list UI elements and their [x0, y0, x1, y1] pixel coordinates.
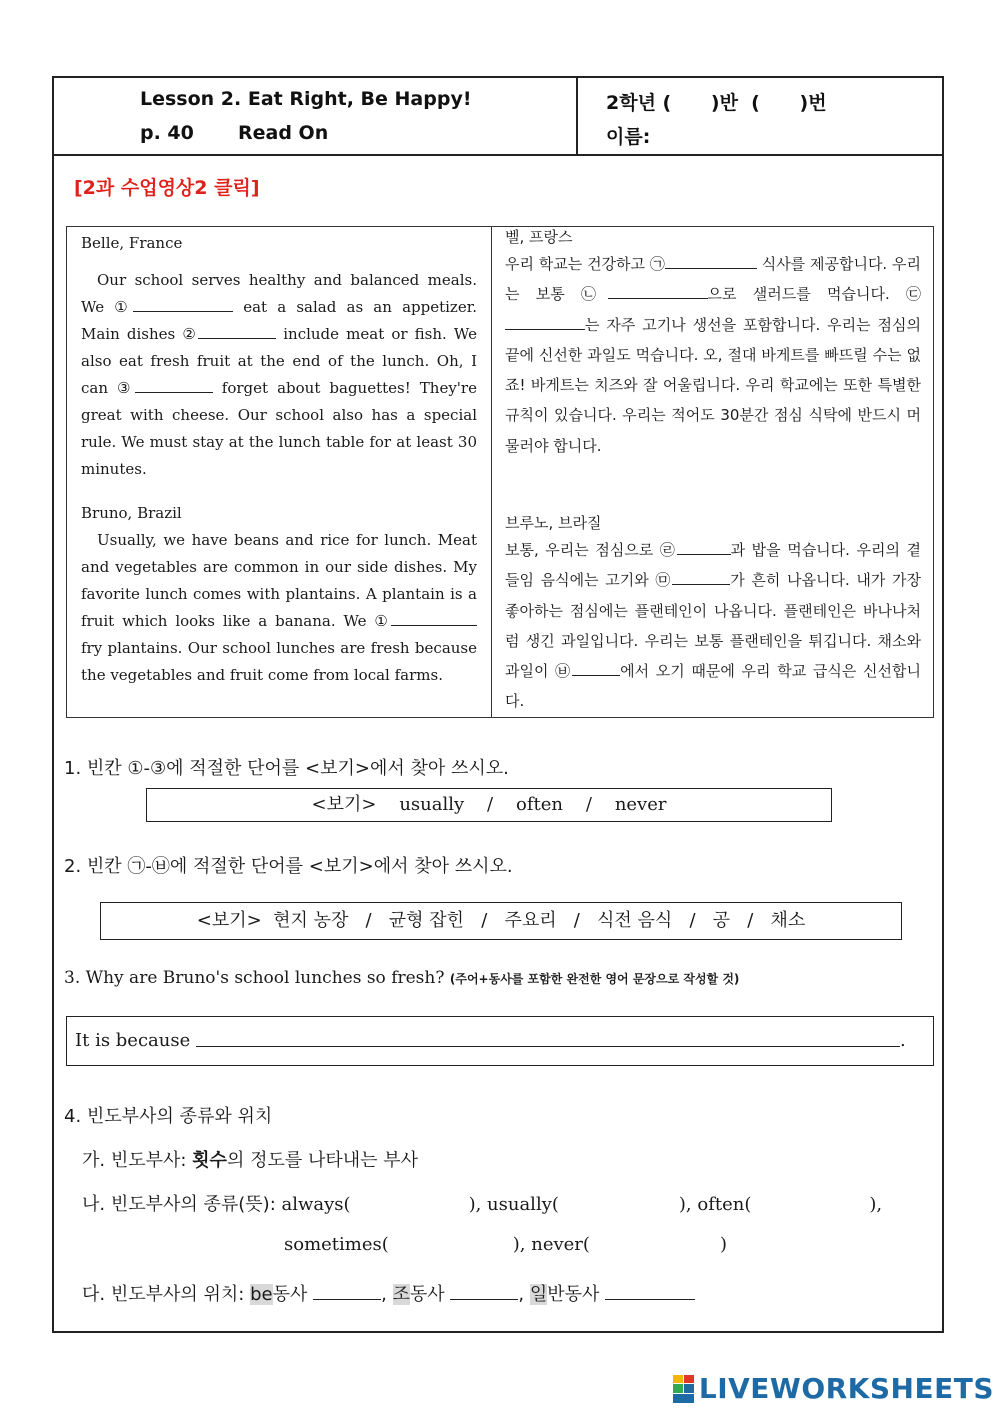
belle-korean-text: 우리 학교는 건강하고 ㉠ 식사를 제공합니다. 우리는 보통 ㉡ 으로 샐러드를 먹습니다. ㉢는 자주 고기나 생선을 포함합니다. 우리는 점심의 끝에 신선한 과일도 먹습니다. 오, 절대 바게트를 빠뜨릴 수는 없죠! 바게트는 치즈와 잘 어울립니다. 우리 학교에는 또한 특별한 규칙이 있습니다. 우리는 적어도 30분간 점심 식탁에 반드시 머물러야 합니다.: [505, 249, 921, 461]
question-3-note: (주어+동사를 포함한 완전한 영어 문장으로 작성할 것): [449, 972, 740, 986]
question-1: 1. 빈칸 ①-③에 적절한 단어를 <보기>에서 찾아 쓰시오.: [64, 758, 509, 779]
question-4-title: 4. 빈도부사의 종류와 위치: [64, 1106, 273, 1127]
word-bank-1: <보기> usually / often / never: [146, 788, 832, 822]
be-highlight: be: [250, 1284, 273, 1305]
korean-belle-passage: [505, 225, 921, 461]
liveworksheets-mark-icon: [673, 1375, 695, 1403]
worksheet-frame: [52, 76, 944, 1333]
reading-passages: [66, 226, 934, 718]
blank-1[interactable]: [133, 294, 233, 312]
aux-verb-blank[interactable]: [450, 1281, 518, 1300]
video-link[interactable]: [2과 수업영상2 클릭]: [74, 177, 260, 199]
section-title: Read On: [238, 122, 329, 144]
q4-types-line-2: sometimes( ), never( ): [284, 1234, 727, 1255]
english-bruno-passage: [81, 500, 477, 689]
answer-box-3: It is because .: [66, 1016, 934, 1066]
korean-bruno-passage: [505, 511, 921, 717]
answer-starter: It is because: [75, 1030, 191, 1051]
blank-c[interactable]: [505, 312, 585, 330]
header-divider: [576, 78, 578, 154]
bruno-text: Usually, we have beans and rice for lunch. Meat and vegetables are common in our side dishes. My favorite lunch comes with plantains. A plantain is a fruit which looks like a banana. We ① fry plantains. Our school lunches are fresh because the vegetables and fruit come from local farms.: [81, 531, 477, 684]
q4-positions: 다. 빈도부사의 위치: be동사 , 조동사 , 일반동사: [82, 1280, 695, 1306]
bruno-heading: Bruno, Brazil: [81, 504, 182, 522]
q4-types-line-1: 나. 빈도부사의 종류(뜻): always( ), usually( ), often( ),: [82, 1194, 883, 1215]
liveworksheets-logo: [673, 1372, 994, 1405]
blank-e[interactable]: [672, 567, 730, 585]
column-divider: [491, 227, 492, 717]
blank-d[interactable]: [677, 537, 731, 555]
question-3: 3. Why are Bruno's school lunches so fresh? (주어+동사를 포함한 완전한 영어 문장으로 작성할 것): [64, 968, 740, 988]
jo-highlight: 조: [392, 1284, 410, 1305]
worksheet-header: [54, 78, 942, 156]
belle-heading: Belle, France: [81, 234, 183, 252]
il-highlight: 일: [529, 1284, 548, 1305]
blank-2[interactable]: [198, 321, 276, 339]
word-bank-2: <보기> 현지 농장 / 균형 잡힌 / 주요리 / 식전 음식 / 공 / 채소: [100, 902, 902, 940]
belle-text: Our school serves healthy and balanced meals. We ① eat a salad as an appetizer. Main dishes ② include meat or fish. We also eat fresh fruit at the end of the lunch. Oh, I can ③ forget about baguettes! They're great with cheese. Our school also has a special rule. We must stay at the lunch table for at least 30 minutes.: [81, 271, 477, 478]
grade-class-field: 2학년 ( )반 ( )번: [606, 92, 827, 114]
general-verb-blank[interactable]: [605, 1281, 695, 1300]
name-label: 이름:: [606, 126, 651, 148]
blank-3[interactable]: [135, 375, 213, 393]
answer-line-3[interactable]: [196, 1028, 900, 1047]
belle-korean-heading: 벨, 프랑스: [505, 228, 573, 246]
blank-b[interactable]: [608, 281, 708, 299]
blank-bruno-1[interactable]: [391, 608, 477, 626]
page-number: p. 40: [140, 122, 194, 144]
bruno-korean-text: 보통, 우리는 점심으로 ㉣ 과 밥을 먹습니다. 우리의 곁들임 음식에는 고기와 ㉤ 가 흔히 나옵니다. 내가 가장 좋아하는 점심에는 플랜테인이 나옵니다. 플랜테인은 바나나처럼 생긴 과일입니다. 우리는 보통 플랜테인을 튀깁니다. 채소와 과일이 ㉥ 에서 오기 때문에 우리 학교 급식은 신선합니다.: [505, 535, 921, 717]
english-belle-passage: [81, 230, 477, 483]
logo-text: LIVEWORKSHEETS: [698, 1372, 994, 1405]
q4-definition: 가. 빈도부사: 횟수의 정도를 나타내는 부사: [82, 1150, 418, 1171]
blank-a[interactable]: [665, 251, 757, 269]
blank-f[interactable]: [572, 658, 620, 676]
bruno-korean-heading: 브루노, 브라질: [505, 514, 602, 532]
question-2: 2. 빈칸 ㉠-㉥에 적절한 단어를 <보기>에서 찾아 쓰시오.: [64, 856, 513, 877]
lesson-title: Lesson 2. Eat Right, Be Happy!: [140, 88, 472, 110]
be-verb-blank[interactable]: [313, 1281, 381, 1300]
